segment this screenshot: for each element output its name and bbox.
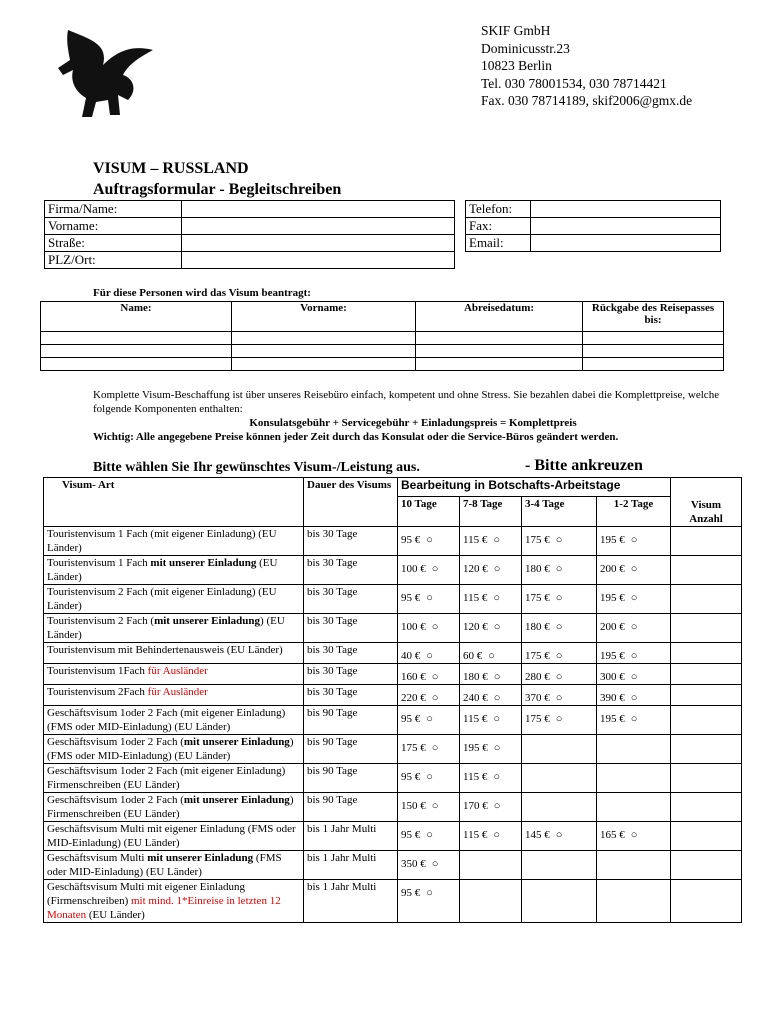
price-option[interactable] bbox=[522, 685, 597, 706]
price-value: 180 € bbox=[463, 671, 488, 683]
field-label: Firma/Name: bbox=[45, 201, 182, 218]
email-field[interactable] bbox=[531, 235, 721, 252]
radio-circle-icon: ○ bbox=[426, 534, 433, 546]
header-visa-type: Visum- Art bbox=[44, 478, 304, 527]
visa-description: Touristenvisum 2Fach für Ausländer bbox=[44, 685, 304, 706]
radio-circle-icon: ○ bbox=[630, 563, 638, 575]
person-name-cell[interactable] bbox=[41, 358, 232, 371]
price-value: 280 € bbox=[525, 671, 550, 683]
price-option[interactable] bbox=[398, 685, 460, 706]
radio-circle-icon: ○ bbox=[493, 829, 500, 841]
price-option[interactable] bbox=[398, 735, 460, 764]
price-value: 200 € bbox=[600, 563, 625, 575]
price-value: 115 € bbox=[463, 534, 488, 546]
visa-count-cell[interactable] bbox=[671, 822, 742, 851]
fax-field[interactable] bbox=[531, 218, 721, 235]
price-warning: Wichtig: Alle angegebene Preise können jeder Zeit durch das Konsulat oder die Service-Büros geändert werden. bbox=[93, 431, 619, 443]
price-option[interactable] bbox=[398, 556, 460, 585]
price-option bbox=[522, 764, 597, 793]
price-option bbox=[522, 880, 597, 923]
radio-circle-icon: ○ bbox=[493, 800, 501, 812]
visa-count-cell[interactable] bbox=[671, 764, 742, 793]
field-label: Fax: bbox=[466, 218, 531, 235]
header-7-8-days: 7-8 Tage bbox=[460, 497, 522, 527]
price-option[interactable] bbox=[597, 556, 671, 585]
price-option[interactable] bbox=[597, 527, 671, 556]
person-return-cell[interactable] bbox=[583, 345, 724, 358]
price-option[interactable] bbox=[597, 585, 671, 614]
choose-right: - Bitte ankreuzen bbox=[525, 457, 643, 474]
visa-count-cell[interactable] bbox=[671, 706, 742, 735]
radio-circle-icon: ○ bbox=[630, 692, 638, 704]
price-option[interactable] bbox=[398, 880, 460, 923]
visa-duration: bis 30 Tage bbox=[304, 685, 398, 706]
person-departure-cell[interactable] bbox=[416, 332, 583, 345]
person-name-cell[interactable] bbox=[41, 332, 232, 345]
visa-row bbox=[44, 614, 742, 643]
radio-circle-icon: ○ bbox=[493, 692, 501, 704]
company-phone: Tel. 030 78001534, 030 78714421 bbox=[481, 75, 667, 91]
price-option[interactable] bbox=[460, 764, 522, 793]
price-option[interactable] bbox=[597, 822, 671, 851]
price-option[interactable] bbox=[460, 614, 522, 643]
radio-circle-icon: ○ bbox=[488, 650, 495, 662]
visa-description: Geschäftsvisum 1oder 2 Fach (mit unserer Einladung) (FMS oder MID-Einladung) (EU Länder) bbox=[44, 735, 304, 764]
radio-circle-icon: ○ bbox=[431, 800, 439, 812]
price-value: 195 € bbox=[600, 713, 625, 725]
price-value: 175 € bbox=[525, 534, 550, 546]
price-value: 195 € bbox=[600, 534, 625, 546]
company-city: 10823 Berlin bbox=[481, 58, 552, 73]
visa-description: Touristenvisum 1Fach für Ausländer bbox=[44, 664, 304, 685]
visa-row bbox=[44, 793, 742, 822]
visa-count-cell[interactable] bbox=[671, 643, 742, 664]
price-option bbox=[597, 735, 671, 764]
radio-circle-icon: ○ bbox=[555, 692, 563, 704]
visa-row bbox=[44, 851, 742, 880]
price-option[interactable] bbox=[398, 614, 460, 643]
radio-circle-icon: ○ bbox=[426, 771, 433, 783]
price-value: 300 € bbox=[600, 671, 625, 683]
person-return-cell[interactable] bbox=[583, 332, 724, 345]
visa-row bbox=[44, 527, 742, 556]
visa-count-cell[interactable] bbox=[671, 851, 742, 880]
header-10-days: 10 Tage bbox=[398, 497, 460, 527]
persons-intro: Für diese Personen wird das Visum beantragt: bbox=[93, 287, 311, 299]
price-option[interactable] bbox=[522, 527, 597, 556]
radio-circle-icon: ○ bbox=[630, 592, 638, 604]
radio-circle-icon: ○ bbox=[630, 621, 638, 633]
price-option bbox=[597, 764, 671, 793]
radio-circle-icon: ○ bbox=[493, 742, 501, 754]
visa-duration: bis 1 Jahr Multi bbox=[304, 822, 398, 851]
price-value: 165 € bbox=[600, 829, 625, 841]
price-option[interactable] bbox=[522, 614, 597, 643]
price-option[interactable] bbox=[460, 706, 522, 735]
radio-circle-icon: ○ bbox=[493, 713, 500, 725]
price-option[interactable] bbox=[522, 664, 597, 685]
visa-row bbox=[44, 822, 742, 851]
price-value: 175 € bbox=[401, 742, 426, 754]
price-option[interactable] bbox=[398, 851, 460, 880]
header-3-4-days: 3-4 Tage bbox=[522, 497, 597, 527]
radio-circle-icon: ○ bbox=[493, 592, 500, 604]
price-value: 95 € bbox=[401, 887, 421, 899]
persons-table bbox=[40, 301, 724, 371]
price-value: 390 € bbox=[600, 692, 625, 704]
company-street: Dominicusstr.23 bbox=[481, 40, 570, 56]
price-value: 180 € bbox=[525, 621, 550, 633]
price-option[interactable] bbox=[597, 685, 671, 706]
price-option bbox=[522, 793, 597, 822]
choose-heading bbox=[93, 457, 663, 476]
price-option[interactable] bbox=[460, 664, 522, 685]
foreigner-note: für Ausländer bbox=[147, 665, 208, 677]
radio-circle-icon: ○ bbox=[555, 534, 563, 546]
header-1-2-days: 1-2 Tage bbox=[597, 497, 671, 527]
visa-count-cell[interactable] bbox=[671, 735, 742, 764]
radio-circle-icon: ○ bbox=[630, 829, 638, 841]
radio-circle-icon: ○ bbox=[555, 713, 563, 725]
header-passport-return: Rückgabe des Reisepasses bis: bbox=[583, 302, 724, 332]
price-value: 95 € bbox=[401, 592, 421, 604]
price-value: 40 € bbox=[401, 650, 421, 662]
price-value: 370 € bbox=[525, 692, 550, 704]
price-option[interactable] bbox=[522, 643, 597, 664]
price-value: 95 € bbox=[401, 771, 421, 783]
company-address bbox=[481, 22, 692, 110]
visa-description: Geschäftsvisum Multi mit eigener Einladung (FMS oder MID-Einladung) (EU Länder) bbox=[44, 822, 304, 851]
page-title: VISUM – RUSSLAND bbox=[93, 160, 249, 177]
price-value: 195 € bbox=[600, 592, 625, 604]
price-option[interactable] bbox=[398, 793, 460, 822]
field-label: PLZ/Ort: bbox=[45, 252, 182, 269]
price-option[interactable] bbox=[460, 556, 522, 585]
radio-circle-icon: ○ bbox=[431, 742, 439, 754]
phone-field[interactable] bbox=[531, 201, 721, 218]
visa-duration: bis 30 Tage bbox=[304, 664, 398, 685]
visa-description: Geschäftsvisum Multi mit eigener Einladung (Firmenschreiben) mit mind. 1*Einreise in letzten 12 Monaten (EU Länder) bbox=[44, 880, 304, 923]
visa-row bbox=[44, 556, 742, 585]
price-option[interactable] bbox=[460, 527, 522, 556]
price-option[interactable] bbox=[460, 643, 522, 664]
visa-description: Touristenvisum mit Behindertenausweis (EU Länder) bbox=[44, 643, 304, 664]
radio-circle-icon: ○ bbox=[493, 563, 501, 575]
price-value: 195 € bbox=[463, 742, 488, 754]
radio-circle-icon: ○ bbox=[431, 621, 439, 633]
radio-circle-icon: ○ bbox=[493, 771, 500, 783]
price-option bbox=[597, 880, 671, 923]
price-option[interactable] bbox=[460, 585, 522, 614]
price-value: 100 € bbox=[401, 563, 426, 575]
person-firstname-cell[interactable] bbox=[232, 358, 416, 371]
price-option bbox=[522, 735, 597, 764]
page-subtitle: Auftragsformular - Begleitschreiben bbox=[93, 181, 342, 198]
visa-duration: bis 1 Jahr Multi bbox=[304, 851, 398, 880]
header-duration: Dauer des Visums bbox=[304, 478, 398, 527]
visa-description: Touristenvisum 2 Fach (mit eigener Einladung) (EU Länder) bbox=[44, 585, 304, 614]
visa-count-cell[interactable] bbox=[671, 793, 742, 822]
visa-row bbox=[44, 764, 742, 793]
price-value: 100 € bbox=[401, 621, 426, 633]
radio-circle-icon: ○ bbox=[431, 563, 439, 575]
radio-circle-icon: ○ bbox=[555, 563, 563, 575]
header-first-name: Vorname: bbox=[232, 302, 416, 332]
person-departure-cell[interactable] bbox=[416, 345, 583, 358]
price-value: 195 € bbox=[600, 650, 625, 662]
person-firstname-cell[interactable] bbox=[232, 332, 416, 345]
visa-count-cell[interactable] bbox=[671, 585, 742, 614]
info-text: Komplette Visum-Beschaffung ist über unseres Reisebüro einfach, kompetent und ohne Stress. Sie bezahlen dabei die Komplettpreise, welche folgende Komponenten enthalten: bbox=[93, 389, 720, 415]
visa-duration: bis 30 Tage bbox=[304, 585, 398, 614]
visa-description: Geschäftsvisum 1oder 2 Fach (mit eigener Einladung) (FMS oder MID-Einladung) (EU Länder) bbox=[44, 706, 304, 735]
radio-circle-icon: ○ bbox=[426, 650, 433, 662]
visa-row bbox=[44, 643, 742, 664]
visa-count-cell[interactable] bbox=[671, 614, 742, 643]
zip-city-field[interactable] bbox=[182, 252, 455, 269]
visa-description: Geschäftsvisum 1oder 2 Fach (mit unserer Einladung) Firmenschreiben (EU Länder) bbox=[44, 793, 304, 822]
radio-circle-icon: ○ bbox=[555, 650, 563, 662]
price-value: 120 € bbox=[463, 621, 488, 633]
field-label: Vorname: bbox=[45, 218, 182, 235]
price-value: 170 € bbox=[463, 800, 488, 812]
visa-count-cell[interactable] bbox=[671, 880, 742, 923]
price-value: 220 € bbox=[401, 692, 426, 704]
price-option bbox=[460, 851, 522, 880]
visa-duration: bis 90 Tage bbox=[304, 793, 398, 822]
radio-circle-icon: ○ bbox=[431, 692, 439, 704]
price-option[interactable] bbox=[460, 735, 522, 764]
price-value: 350 € bbox=[401, 858, 426, 870]
radio-circle-icon: ○ bbox=[426, 713, 433, 725]
choose-left: Bitte wählen Sie Ihr gewünschtes Visum-/Leistung aus. bbox=[93, 460, 420, 475]
visa-row bbox=[44, 735, 742, 764]
price-option[interactable] bbox=[398, 585, 460, 614]
company-name-field[interactable] bbox=[182, 201, 455, 218]
visa-row bbox=[44, 664, 742, 685]
header-processing: Bearbeitung in Botschafts-Arbeitstage bbox=[398, 478, 671, 497]
price-option[interactable] bbox=[460, 793, 522, 822]
price-option[interactable] bbox=[522, 585, 597, 614]
person-return-cell[interactable] bbox=[583, 358, 724, 371]
griffin-logo bbox=[48, 20, 158, 130]
price-value: 115 € bbox=[463, 771, 488, 783]
radio-circle-icon: ○ bbox=[493, 534, 500, 546]
header-departure: Abreisedatum: bbox=[416, 302, 583, 332]
company-fax-email: Fax. 030 78714189, skif2006@gmx.de bbox=[481, 93, 693, 108]
visa-duration: bis 30 Tage bbox=[304, 556, 398, 585]
price-value: 115 € bbox=[463, 592, 488, 604]
info-block bbox=[93, 388, 733, 444]
radio-circle-icon: ○ bbox=[555, 671, 563, 683]
header-count: Visum Anzahl bbox=[671, 478, 742, 527]
visa-duration: bis 30 Tage bbox=[304, 527, 398, 556]
price-option[interactable] bbox=[597, 643, 671, 664]
price-value: 120 € bbox=[463, 563, 488, 575]
price-value: 95 € bbox=[401, 829, 421, 841]
radio-circle-icon: ○ bbox=[630, 534, 638, 546]
visa-row bbox=[44, 585, 742, 614]
person-departure-cell[interactable] bbox=[416, 358, 583, 371]
visa-count-cell[interactable] bbox=[671, 664, 742, 685]
visa-duration: bis 30 Tage bbox=[304, 643, 398, 664]
contact-form-left bbox=[44, 200, 455, 269]
price-value: 240 € bbox=[463, 692, 488, 704]
price-value: 115 € bbox=[463, 713, 488, 725]
visa-description: Touristenvisum 1 Fach (mit eigener Einladung) (EU Länder) bbox=[44, 527, 304, 556]
foreigner-note: mit mind. 1*Einreise in letzten 12 Monaten bbox=[47, 895, 281, 921]
price-value: 175 € bbox=[525, 713, 550, 725]
price-value: 115 € bbox=[463, 829, 488, 841]
visa-count-cell[interactable] bbox=[671, 527, 742, 556]
price-value: 160 € bbox=[401, 671, 426, 683]
visa-description: Geschäftsvisum Multi mit unserer Einladung (FMS oder MID-Einladung) (EU Länder) bbox=[44, 851, 304, 880]
price-option[interactable] bbox=[398, 822, 460, 851]
person-name-cell[interactable] bbox=[41, 345, 232, 358]
radio-circle-icon: ○ bbox=[493, 621, 501, 633]
header-name: Name: bbox=[41, 302, 232, 332]
radio-circle-icon: ○ bbox=[426, 887, 433, 899]
field-label: Telefon: bbox=[466, 201, 531, 218]
field-label: Email: bbox=[466, 235, 531, 252]
person-firstname-cell[interactable] bbox=[232, 345, 416, 358]
company-name: SKIF GmbH bbox=[481, 23, 551, 38]
radio-circle-icon: ○ bbox=[630, 671, 638, 683]
first-name-field[interactable] bbox=[182, 218, 455, 235]
price-option[interactable] bbox=[460, 822, 522, 851]
visa-duration: bis 90 Tage bbox=[304, 706, 398, 735]
radio-circle-icon: ○ bbox=[431, 858, 439, 870]
price-value: 95 € bbox=[401, 713, 421, 725]
price-option[interactable] bbox=[398, 527, 460, 556]
street-field[interactable] bbox=[182, 235, 455, 252]
radio-circle-icon: ○ bbox=[555, 829, 563, 841]
price-option[interactable] bbox=[522, 822, 597, 851]
radio-circle-icon: ○ bbox=[630, 650, 638, 662]
visa-count-cell[interactable] bbox=[671, 556, 742, 585]
price-option[interactable] bbox=[398, 643, 460, 664]
price-value: 60 € bbox=[463, 650, 483, 662]
radio-circle-icon: ○ bbox=[493, 671, 501, 683]
price-value: 95 € bbox=[401, 534, 421, 546]
price-option[interactable] bbox=[398, 764, 460, 793]
visa-description: Touristenvisum 2 Fach (mit unserer Einladung) (EU Länder) bbox=[44, 614, 304, 643]
price-option bbox=[597, 851, 671, 880]
price-formula: Konsulatsgebühr + Servicegebühr + Einladungspreis = Komplettpreis bbox=[249, 417, 577, 429]
price-option[interactable] bbox=[597, 614, 671, 643]
price-value: 145 € bbox=[525, 829, 550, 841]
visa-row bbox=[44, 706, 742, 735]
visa-duration: bis 1 Jahr Multi bbox=[304, 880, 398, 923]
visa-row bbox=[44, 880, 742, 923]
price-option bbox=[597, 793, 671, 822]
visa-table bbox=[43, 477, 742, 923]
visa-description: Touristenvisum 1 Fach mit unserer Einladung (EU Länder) bbox=[44, 556, 304, 585]
visa-duration: bis 90 Tage bbox=[304, 735, 398, 764]
price-value: 200 € bbox=[600, 621, 625, 633]
price-option bbox=[522, 851, 597, 880]
visa-duration: bis 30 Tage bbox=[304, 614, 398, 643]
price-value: 175 € bbox=[525, 592, 550, 604]
visa-description: Geschäftsvisum 1oder 2 Fach (mit eigener Einladung) Firmenschreiben (EU Länder) bbox=[44, 764, 304, 793]
radio-circle-icon: ○ bbox=[431, 671, 439, 683]
radio-circle-icon: ○ bbox=[555, 621, 563, 633]
contact-form-right bbox=[465, 200, 721, 252]
radio-circle-icon: ○ bbox=[555, 592, 563, 604]
price-option[interactable] bbox=[398, 706, 460, 735]
visa-duration: bis 90 Tage bbox=[304, 764, 398, 793]
price-option[interactable] bbox=[398, 664, 460, 685]
price-option[interactable] bbox=[460, 685, 522, 706]
field-label: Straße: bbox=[45, 235, 182, 252]
price-option bbox=[460, 880, 522, 923]
radio-circle-icon: ○ bbox=[426, 829, 433, 841]
price-option[interactable] bbox=[522, 556, 597, 585]
price-option[interactable] bbox=[597, 664, 671, 685]
price-option[interactable] bbox=[522, 706, 597, 735]
price-value: 150 € bbox=[401, 800, 426, 812]
price-value: 180 € bbox=[525, 563, 550, 575]
foreigner-note: für Ausländer bbox=[147, 686, 208, 698]
price-value: 175 € bbox=[525, 650, 550, 662]
price-option[interactable] bbox=[597, 706, 671, 735]
radio-circle-icon: ○ bbox=[426, 592, 433, 604]
visa-row bbox=[44, 685, 742, 706]
visa-count-cell[interactable] bbox=[671, 685, 742, 706]
radio-circle-icon: ○ bbox=[630, 713, 638, 725]
